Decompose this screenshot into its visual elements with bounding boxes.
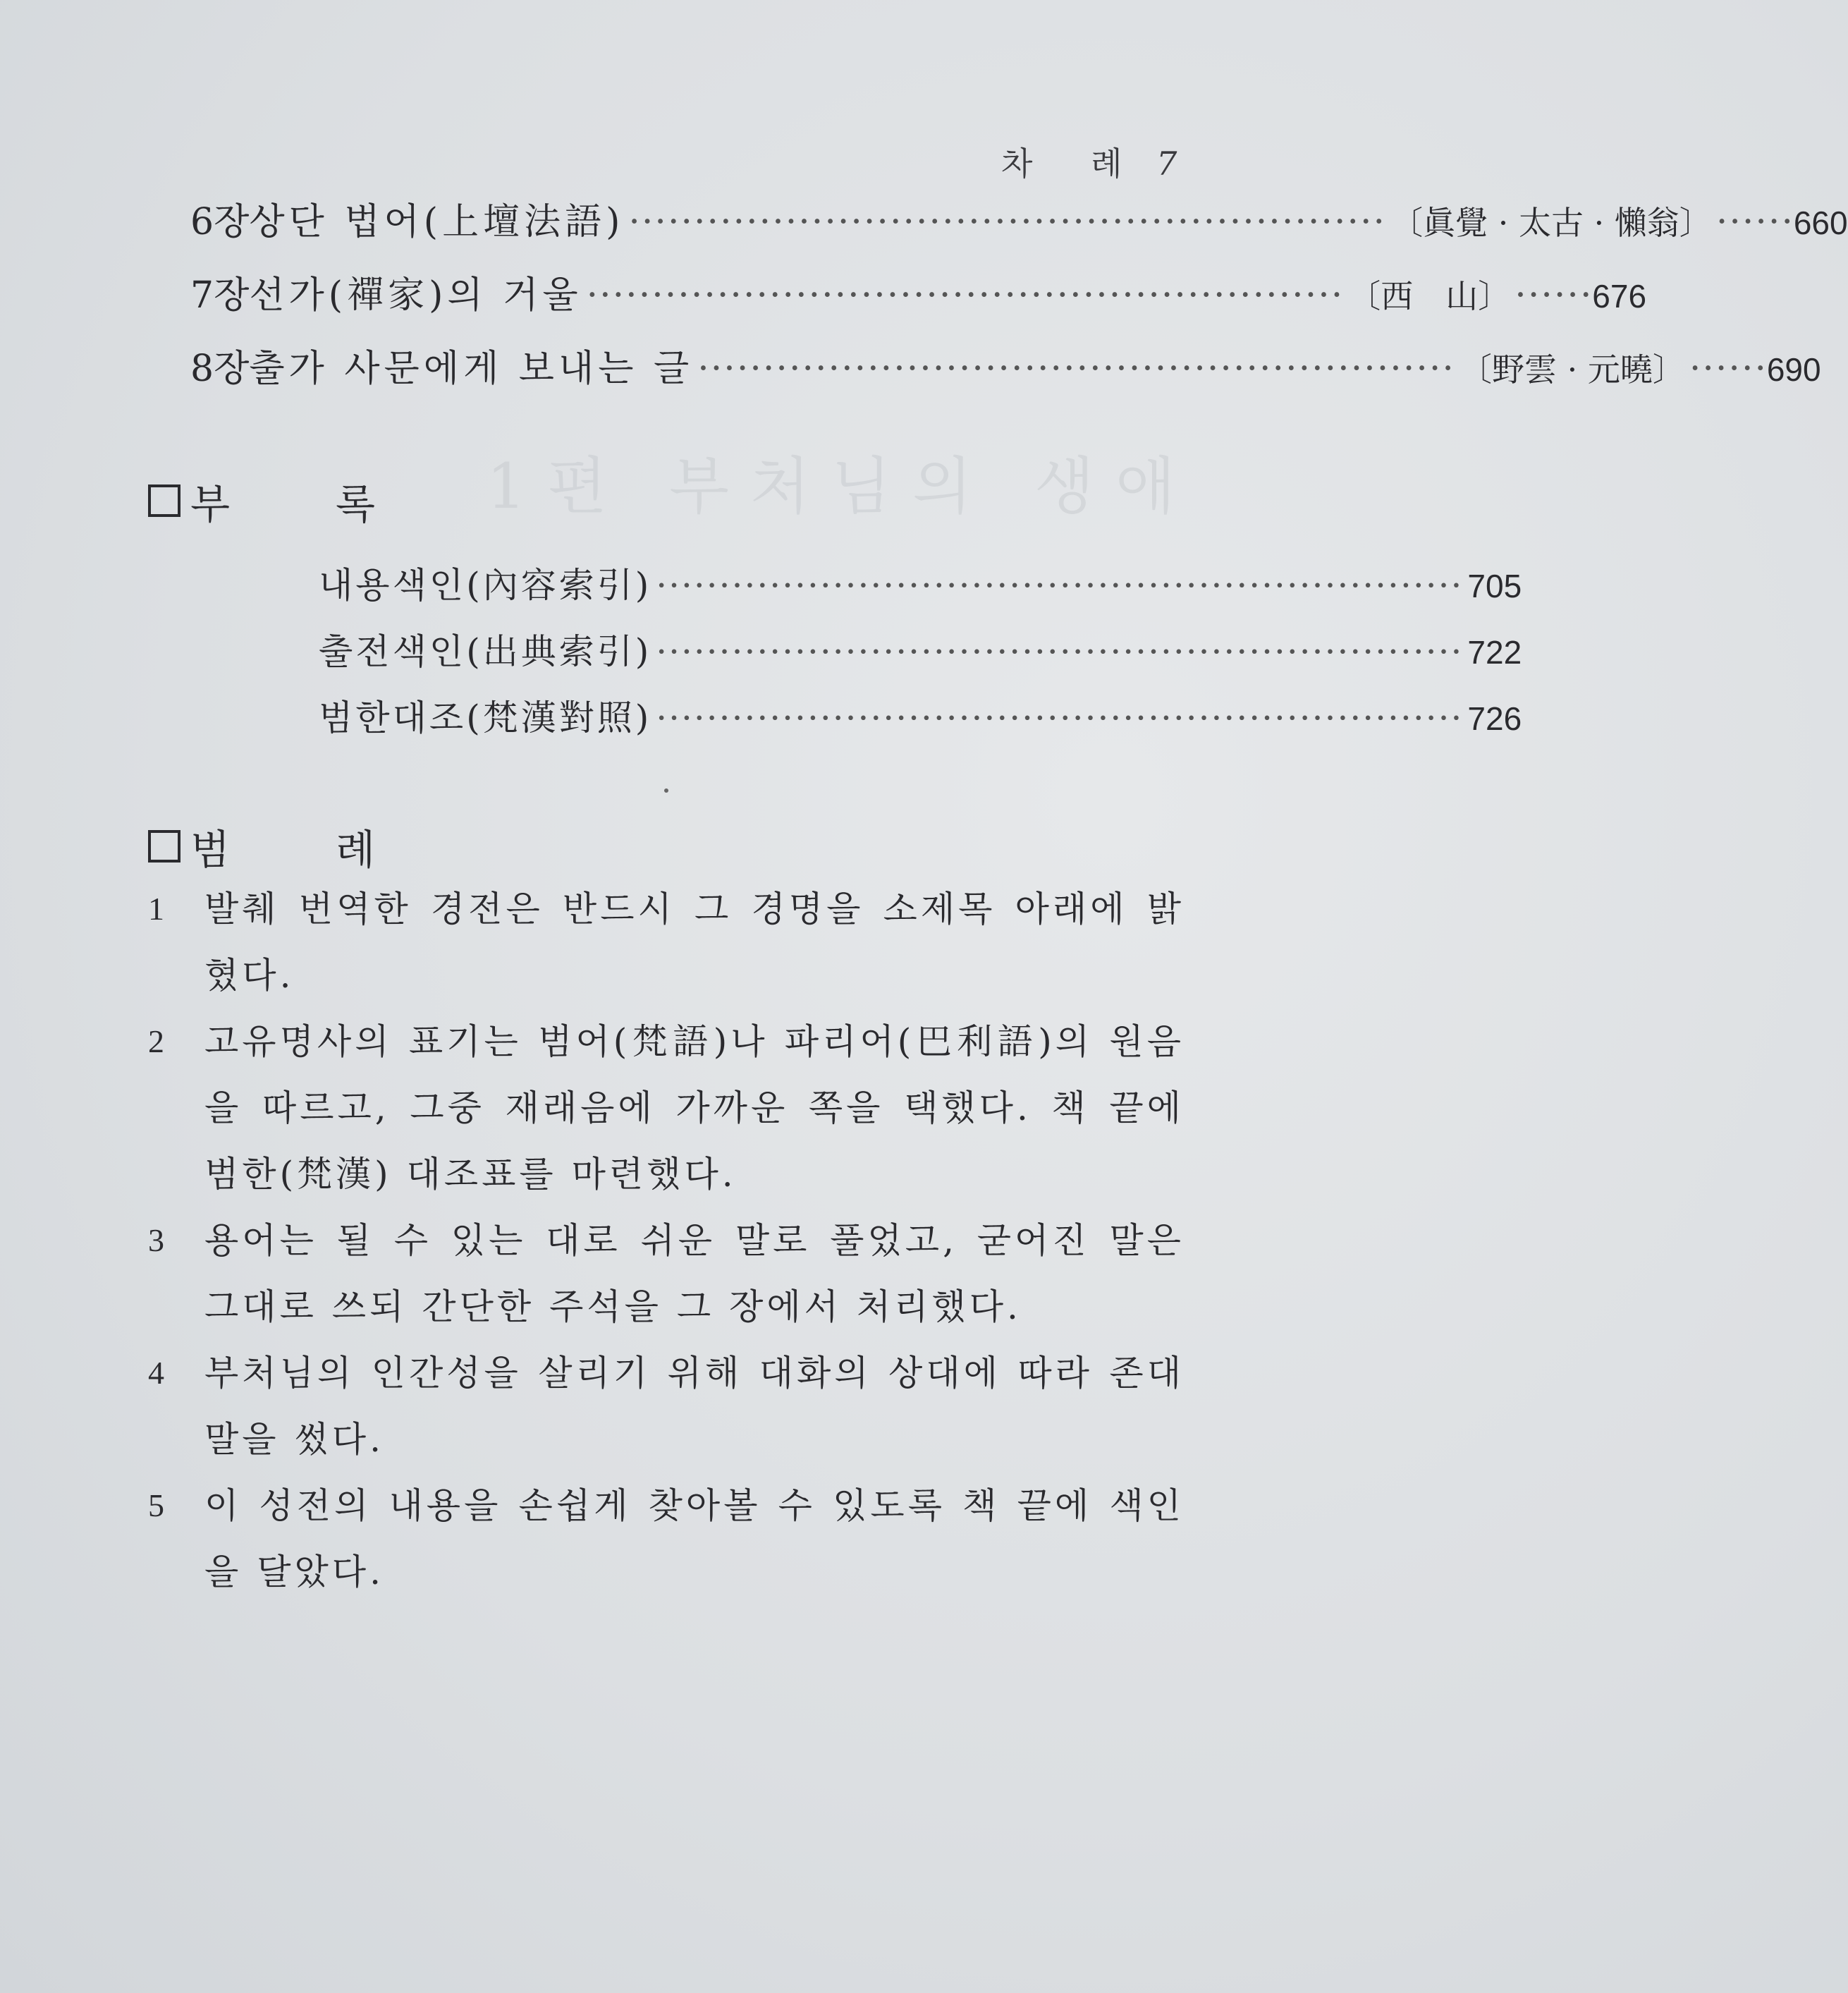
note-text: 용어는 될 수 있는 대로 쉬운 말로 풀었고, 굳어진 말은 그대로 쓰되 간단한 주석을 그 장에서 처리했다.: [204, 1220, 1185, 1327]
index-title: 내용색인(內容索引): [319, 565, 652, 606]
note-item: [148, 1207, 1185, 1340]
dot-leader: ································································: [656, 631, 1464, 672]
note-item: [148, 1008, 1185, 1207]
chapter-title: 선가(禪家)의 거울: [249, 274, 582, 317]
chapter-author: 〔眞覺 · 太古 · 懶翁〕: [1390, 204, 1712, 242]
toc-row: [190, 339, 1821, 391]
appendix-heading-text: 부록: [190, 480, 482, 528]
dot-leader: ··························································: [697, 348, 1455, 390]
toc-row: [190, 265, 1647, 318]
index-row: [319, 557, 1522, 608]
index-page: 722: [1467, 634, 1522, 671]
note-item: [148, 876, 1185, 1008]
chapter-number: 7장: [190, 274, 250, 317]
appendix-heading: [148, 471, 481, 530]
chapter-title: 상단 법어(上壇法語): [249, 201, 625, 243]
index-title: 범한대조(梵漢對照): [319, 697, 652, 738]
dot-leader: ··························································: [628, 201, 1387, 243]
index-title: 출전색인(出典索引): [319, 631, 652, 672]
chapter-page: 660: [1793, 205, 1848, 241]
running-head: [1001, 138, 1177, 185]
chapter-page: 690: [1766, 351, 1821, 388]
note-number: 1: [148, 891, 164, 927]
note-number: 5: [148, 1487, 164, 1523]
note-text: 부처님의 인간성을 살리기 위해 대화의 상대에 따라 존대말을 썼다.: [204, 1353, 1185, 1460]
note-text: 이 성전의 내용을 손쉽게 찾아볼 수 있도록 책 끝에 색인을 달았다.: [204, 1485, 1185, 1592]
index-page: 705: [1467, 568, 1522, 604]
dot-leader: ······: [1514, 274, 1593, 317]
note-number: 3: [148, 1222, 164, 1258]
running-head-page: 7: [1156, 145, 1177, 183]
dot-leader: ································································: [656, 565, 1464, 606]
index-page: 726: [1467, 700, 1522, 737]
running-head-label: 차 례: [1001, 145, 1146, 183]
chapter-author: 〔野雲 · 元曉〕: [1459, 351, 1685, 389]
checkbox-square-icon: [148, 484, 180, 517]
note-text: 발췌 번역한 경전은 반드시 그 경명을 소제목 아래에 밝혔다.: [204, 889, 1185, 996]
notes-heading: [148, 817, 481, 876]
notes-heading-text: 범례: [190, 826, 482, 874]
toc-row: [190, 192, 1848, 245]
note-number: 2: [148, 1023, 164, 1059]
index-row: [319, 690, 1522, 740]
chapter-title: 출가 사문에게 보내는 글: [249, 348, 694, 390]
chapter-number: 8장: [190, 348, 250, 390]
note-text: 고유명사의 표기는 범어(梵語)나 파리어(巴利語)의 원음을 따르고, 그중 재래음에 가까운 쪽을 택했다. 책 끝에 범한(梵漢) 대조표를 마련했다.: [204, 1021, 1185, 1195]
chapter-page: 676: [1592, 278, 1647, 315]
dot-leader: ································································: [656, 697, 1464, 738]
dot-leader: ······: [1689, 348, 1768, 390]
print-speck: [664, 788, 668, 793]
note-item: [148, 1340, 1185, 1473]
chapter-number: 6장: [190, 201, 250, 243]
chapter-author: 〔西 山〕: [1348, 277, 1511, 315]
note-number: 4: [148, 1355, 164, 1391]
checkbox-square-icon: [148, 830, 180, 863]
dot-leader: ··························································: [586, 274, 1345, 317]
note-item: [148, 1473, 1185, 1605]
bleed-through-text: 1편 부처님의 생애: [487, 450, 1197, 523]
dot-leader: ······: [1715, 201, 1794, 243]
index-row: [319, 623, 1522, 674]
